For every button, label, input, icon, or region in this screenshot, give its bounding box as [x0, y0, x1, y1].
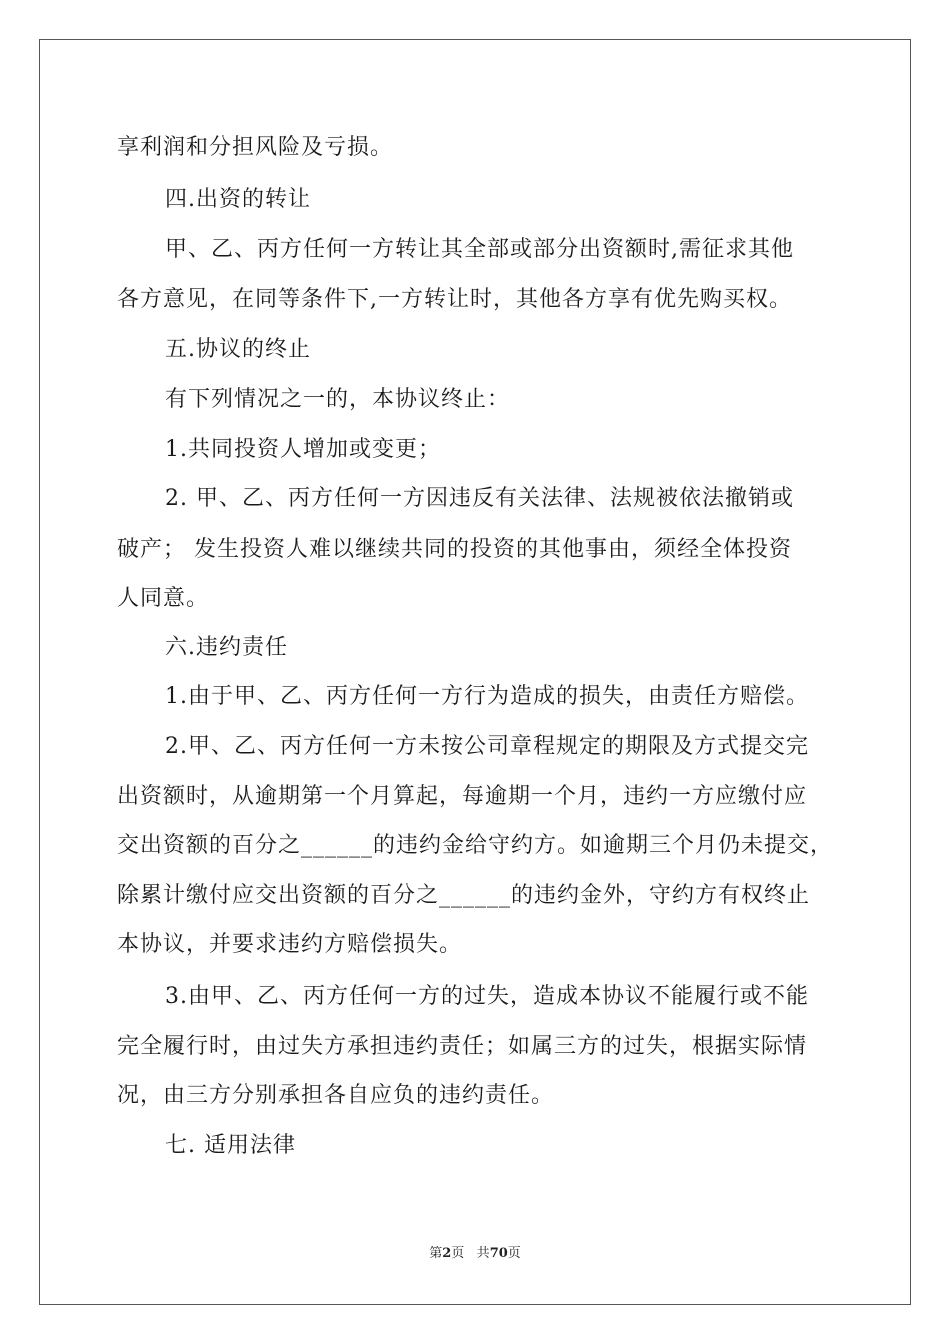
- paragraph-line: 况，由三方分别承担各自应负的违约责任。: [117, 1083, 555, 1108]
- paragraph-line: 出资额时，从逾期第一个月算起，每逾期一个月，违约一方应缴付应: [117, 784, 808, 809]
- total-suffix: 页: [507, 1246, 521, 1261]
- list-item: 1.共同投资人增加或变更；: [165, 437, 441, 462]
- list-item: 1.由于甲、乙、丙方任何一方行为造成的损失，由责任方赔偿。: [165, 684, 809, 709]
- paragraph-line: 各方意见，在同等条件下,一方转让时，其他各方享有优先购买权。: [117, 287, 792, 312]
- page-number: 2: [442, 1246, 452, 1261]
- page-footer: [0, 1245, 950, 1263]
- list-item: 2.甲、乙、丙方任何一方未按公司章程规定的期限及方式提交完: [165, 734, 809, 759]
- paragraph-line: 除累计缴付应交出资额的百分之______的违约金外，守约方有权终止: [117, 883, 811, 908]
- section-heading: 六.违约责任: [165, 635, 288, 660]
- section-heading: 四.出资的转让: [165, 187, 311, 212]
- paragraph-line: 人同意。: [117, 586, 210, 611]
- total-prefix: 共: [476, 1246, 490, 1261]
- paragraph-line: 有下列情况之一的，本协议终止：: [165, 387, 511, 412]
- page-border: [39, 39, 911, 1305]
- total-pages: 70: [489, 1246, 508, 1261]
- paragraph-line: 破产； 发生投资人难以继续共同的投资的其他事由，须经全体投资: [117, 537, 792, 562]
- section-heading: 五.协议的终止: [165, 337, 311, 362]
- page-suffix: 页: [451, 1246, 465, 1261]
- list-item: 2. 甲、乙、丙方任何一方因违反有关法律、法规被依法撤销或: [165, 486, 794, 511]
- page-prefix: 第: [429, 1246, 443, 1261]
- list-item: 3.由甲、乙、丙方任何一方的过失，造成本协议不能履行或不能: [165, 984, 809, 1009]
- section-heading: 七. 适用法律: [165, 1133, 296, 1158]
- paragraph-line: 甲、乙、丙方任何一方转让其全部或部分出资额时,需征求其他: [165, 237, 794, 262]
- paragraph-line: 交出资额的百分之______的违约金给守约方。如逾期三个月仍未提交，: [117, 833, 834, 858]
- paragraph-line: 本协议，并要求违约方赔偿损失。: [117, 932, 463, 957]
- paragraph-line: 完全履行时，由过失方承担违约责任；如属三方的过失，根据实际情: [117, 1034, 808, 1059]
- paragraph-line: 享利润和分担风险及亏损。: [117, 135, 394, 160]
